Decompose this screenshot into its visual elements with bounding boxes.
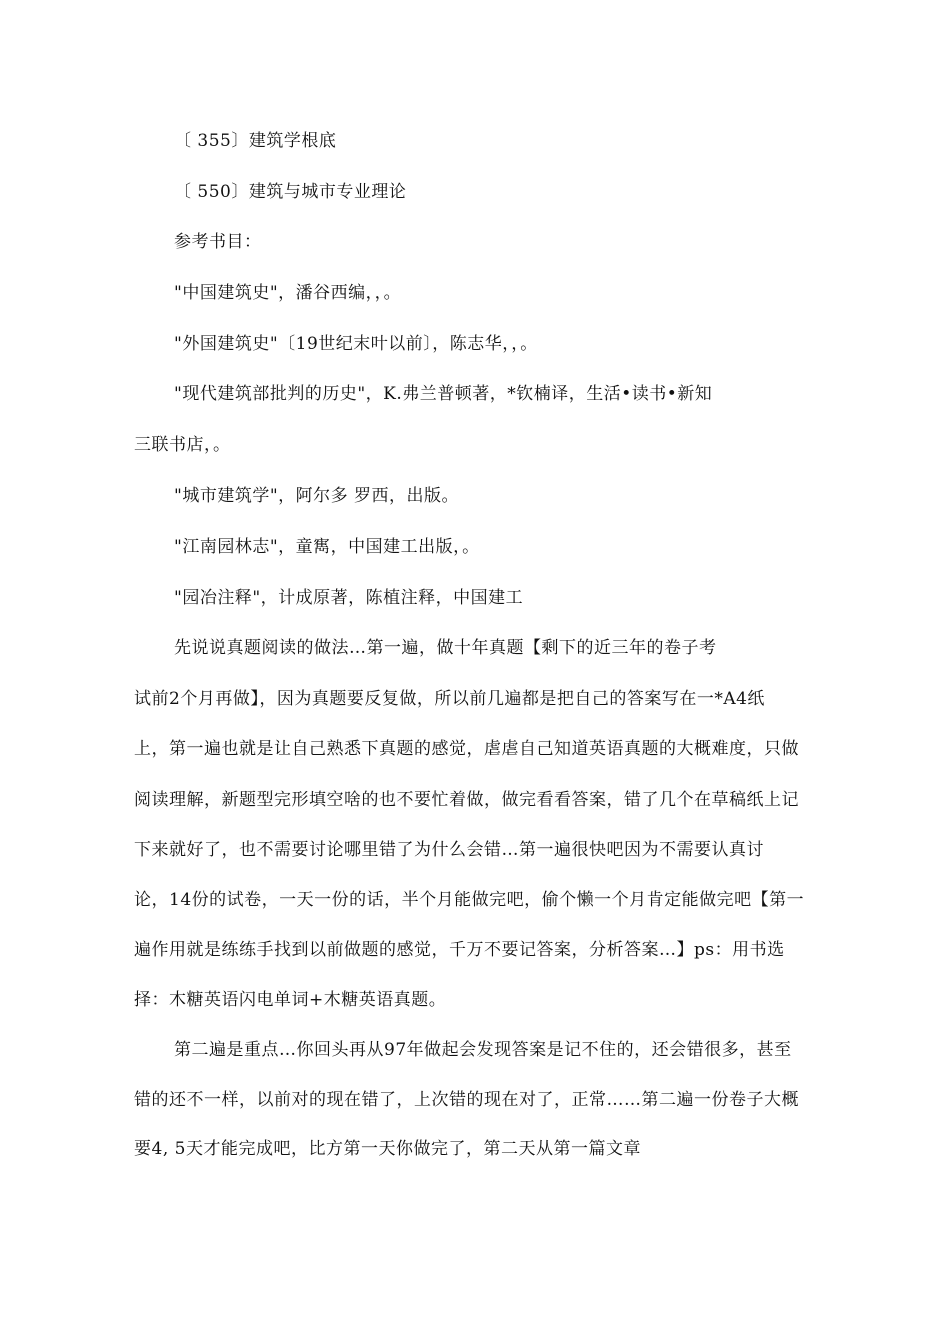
paragraph-line: 上，第一遍也就是让自己熟悉下真题的感觉，虐虐自己知道英语真题的大概难度，只做 (134, 739, 799, 759)
reference-item: "外国建筑史"〔19世纪末叶以前〕，陈志华，，。 (174, 334, 538, 354)
reference-item: "现代建筑部批判的历史"，K.弗兰普顿著，*钦楠译，生活•读书•新知 (174, 384, 713, 404)
reference-item-continued: 三联书店，。 (134, 435, 231, 455)
reference-item: "中国建筑史"，潘谷西编，，。 (174, 283, 402, 303)
exam-subject-355: 〔 355〕建筑学根底 (174, 131, 337, 151)
paragraph-line: 阅读理解，新题型完形填空啥的也不要忙着做，做完看看答案，错了几个在草稿纸上记 (134, 790, 799, 810)
paragraph-line: 择：木糖英语闪电单词+木糖英语真题。 (134, 990, 447, 1010)
reference-item: "城市建筑学"，阿尔多 罗西，出版。 (174, 486, 460, 506)
paragraph-line: 第二遍是重点…你回头再从97年做起会发现答案是记不住的，还会错很多，甚至 (174, 1040, 792, 1060)
paragraph-line: 下来就好了，也不需要讨论哪里错了为什么会错…第一遍很快吧因为不需要认真讨 (134, 840, 764, 860)
paragraph-line: 试前2个月再做】，因为真题要反复做，所以前几遍都是把自己的答案写在一*A4纸 (134, 689, 765, 709)
paragraph-line: 先说说真题阅读的做法…第一遍，做十年真题【剩下的近三年的卷子考 (174, 638, 717, 658)
reference-item: "江南园林志"，童寯，中国建工出版，。 (174, 537, 480, 557)
reference-heading: 参考书目： (174, 232, 262, 252)
exam-subject-550: 〔 550〕建筑与城市专业理论 (174, 182, 407, 202)
paragraph-line: 要4, 5天才能完成吧，比方第一天你做完了，第二天从第一篇文章 (134, 1139, 641, 1159)
paragraph-line: 错的还不一样，以前对的现在错了，上次错的现在对了，正常……第二遍一份卷子大概 (134, 1090, 799, 1110)
paragraph-line: 遍作用就是练练手找到以前做题的感觉，千万不要记答案，分析答案…】ps：用书选 (134, 940, 785, 960)
reference-item: "园冶注释"，计成原著，陈植注释，中国建工 (174, 588, 524, 608)
paragraph-line: 论，14份的试卷，一天一份的话，半个月能做完吧，偷个懒一个月肯定能做完吧【第一 (134, 890, 805, 910)
